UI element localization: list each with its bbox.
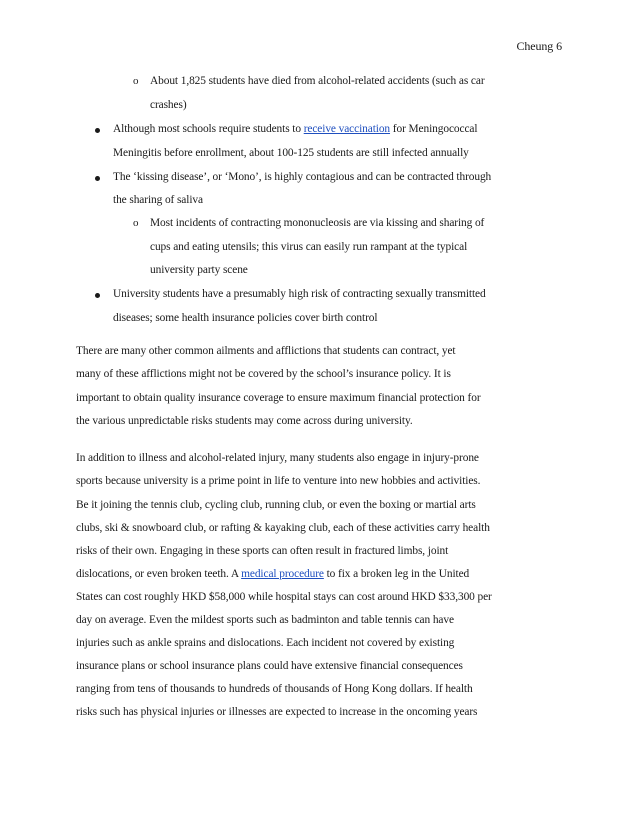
text-line: day on average. Even the mildest sports such as badminton and table tennis can have [76, 614, 454, 626]
sub-bullet-marker: o [133, 217, 139, 229]
text-line: diseases; some health insurance policies cover birth control [113, 312, 378, 324]
text-line: injuries such as ankle sprains and dislocations. Each incident not covered by existing [76, 637, 455, 649]
text-line: States can cost roughly HKD $58,000 while hospital stays can cost around HKD $33,300 per [76, 591, 492, 603]
text-line [76, 567, 469, 581]
text-line: university party scene [150, 264, 248, 276]
text-line: the various unpredictable risks students may come across during university. [76, 415, 413, 427]
bullet-marker [95, 176, 100, 181]
text-line: About 1,825 students have died from alcohol-related accidents (such as car [150, 75, 485, 87]
text-line: many of these afflictions might not be covered by the school’s insurance policy. It is [76, 368, 451, 380]
text-line: Be it joining the tennis club, cycling club, running club, or even the boxing or martial arts [76, 499, 476, 511]
text-line: In addition to illness and alcohol-related injury, many students also engage in injury-prone [76, 452, 479, 464]
text-line: University students have a presumably high risk of contracting sexually transmitted [113, 288, 486, 300]
page-header: Cheung 6 [516, 39, 562, 53]
text-line: risks such has physical injuries or illnesses are expected to increase in the oncoming years [76, 706, 478, 718]
text-span: to fix a broken leg in the United [323, 568, 470, 580]
text-line: clubs, ski & snowboard club, or rafting & kayaking club, each of these activities carry health [76, 522, 490, 534]
bullet-marker [95, 128, 100, 133]
text-line: Most incidents of contracting mononucleosis are via kissing and sharing of [150, 217, 485, 229]
text-line: The ‘kissing disease’, or ‘Mono’, is highly contagious and can be contracted through [113, 171, 492, 183]
text-span: for Meningococcal [390, 123, 478, 135]
text-span: dislocations, or even broken teeth. A [76, 568, 242, 580]
text-line: important to obtain quality insurance coverage to ensure maximum financial protection for [76, 392, 481, 404]
text-line: Meningitis before enrollment, about 100-125 students are still infected annually [113, 147, 469, 159]
text-line: risks of their own. Engaging in these sports can often result in fractured limbs, joint [76, 545, 449, 557]
medical-procedure-link[interactable]: medical procedure [241, 568, 324, 580]
text-line: sports because university is a prime point in life to venture into new hobbies and activities. [76, 475, 481, 487]
text-line [113, 122, 477, 136]
text-line: the sharing of saliva [113, 194, 203, 206]
text-line: cups and eating utensils; this virus can easily run rampant at the typical [150, 241, 468, 253]
bullet-marker [95, 293, 100, 298]
sub-bullet-marker: o [133, 75, 139, 87]
text-line: insurance plans or school insurance plans could have extensive financial consequences [76, 660, 463, 672]
text-line: ranging from tens of thousands to hundreds of thousands of Hong Kong dollars. If health [76, 683, 473, 695]
text-span: Although most schools require students to [113, 123, 304, 135]
text-line: crashes) [150, 99, 187, 111]
receive-vaccination-link[interactable]: receive vaccination [303, 123, 391, 135]
text-line: There are many other common ailments and afflictions that students can contract, yet [76, 345, 456, 357]
